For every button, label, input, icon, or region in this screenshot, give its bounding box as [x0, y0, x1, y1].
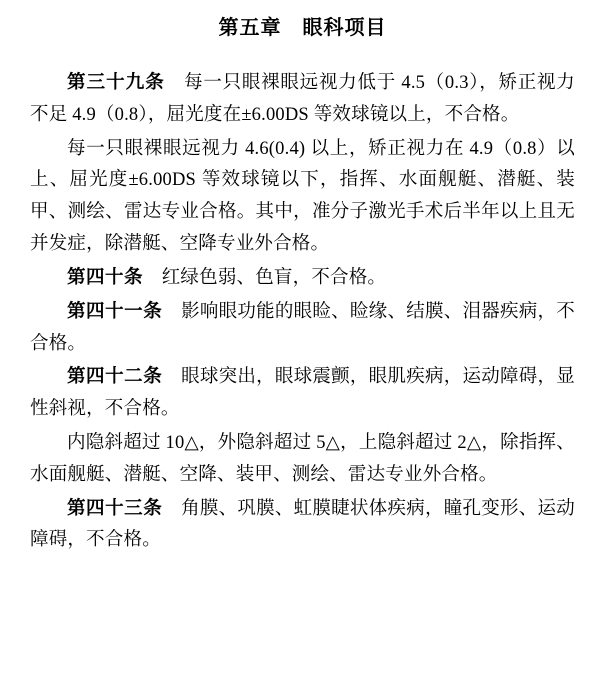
article-text: 眼球突出，眼球震颤，眼肌疾病，运动障碍，显性斜视，不合格。: [30, 367, 575, 420]
article-text: 影响眼功能的眼睑、睑缘、结膜、泪器疾病，不合格。: [30, 301, 575, 354]
paragraph-article-40: [30, 263, 575, 295]
article-number: 第四十一条: [67, 301, 163, 322]
article-number: 第四十二条: [67, 367, 163, 388]
paragraph-article-43: [30, 494, 575, 558]
document-page: [0, 14, 605, 673]
article-text: 角膜、巩膜、虹膜睫状体疾病，瞳孔变形、运动障碍，不合格。: [30, 498, 575, 551]
article-text: 每一只眼裸眼远视力低于 4.5（0.3），矫正视力不足 4.9（0.8），屈光度在±6.00DS 等效球镜以上，不合格。: [30, 73, 575, 125]
article-number: 第四十三条: [67, 498, 163, 519]
article-number: 第四十条: [67, 267, 144, 288]
paragraph-article-39: [30, 68, 575, 132]
page-title: 第五章 眼科项目: [218, 17, 387, 39]
article-text: 每一只眼裸眼远视力 4.6(0.4) 以上，矫正视力在 4.9（0.8）以上、屈光度±6.00DS 等效球镜以下，指挥、水面舰艇、潜艇、装甲、测绘、雷达专业合格。其中，准分子激光手术后半年以上且无并发症，除潜艇、空降专业外合格。: [30, 138, 575, 255]
paragraph-article-39-sub1: [30, 134, 575, 261]
article-text: 红绿色弱、色盲，不合格。: [143, 267, 387, 288]
document-body: [30, 68, 575, 557]
paragraph-article-42-sub1: [30, 428, 575, 492]
paragraph-article-41: [30, 297, 575, 361]
article-number: 第三十九条: [67, 73, 165, 93]
paragraph-article-42: [30, 362, 575, 426]
article-text: 内隐斜超过 10△，外隐斜超过 5△，上隐斜超过 2△，除指挥、水面舰艇、潜艇、空降、装甲、测绘、雷达专业外合格。: [30, 432, 575, 485]
